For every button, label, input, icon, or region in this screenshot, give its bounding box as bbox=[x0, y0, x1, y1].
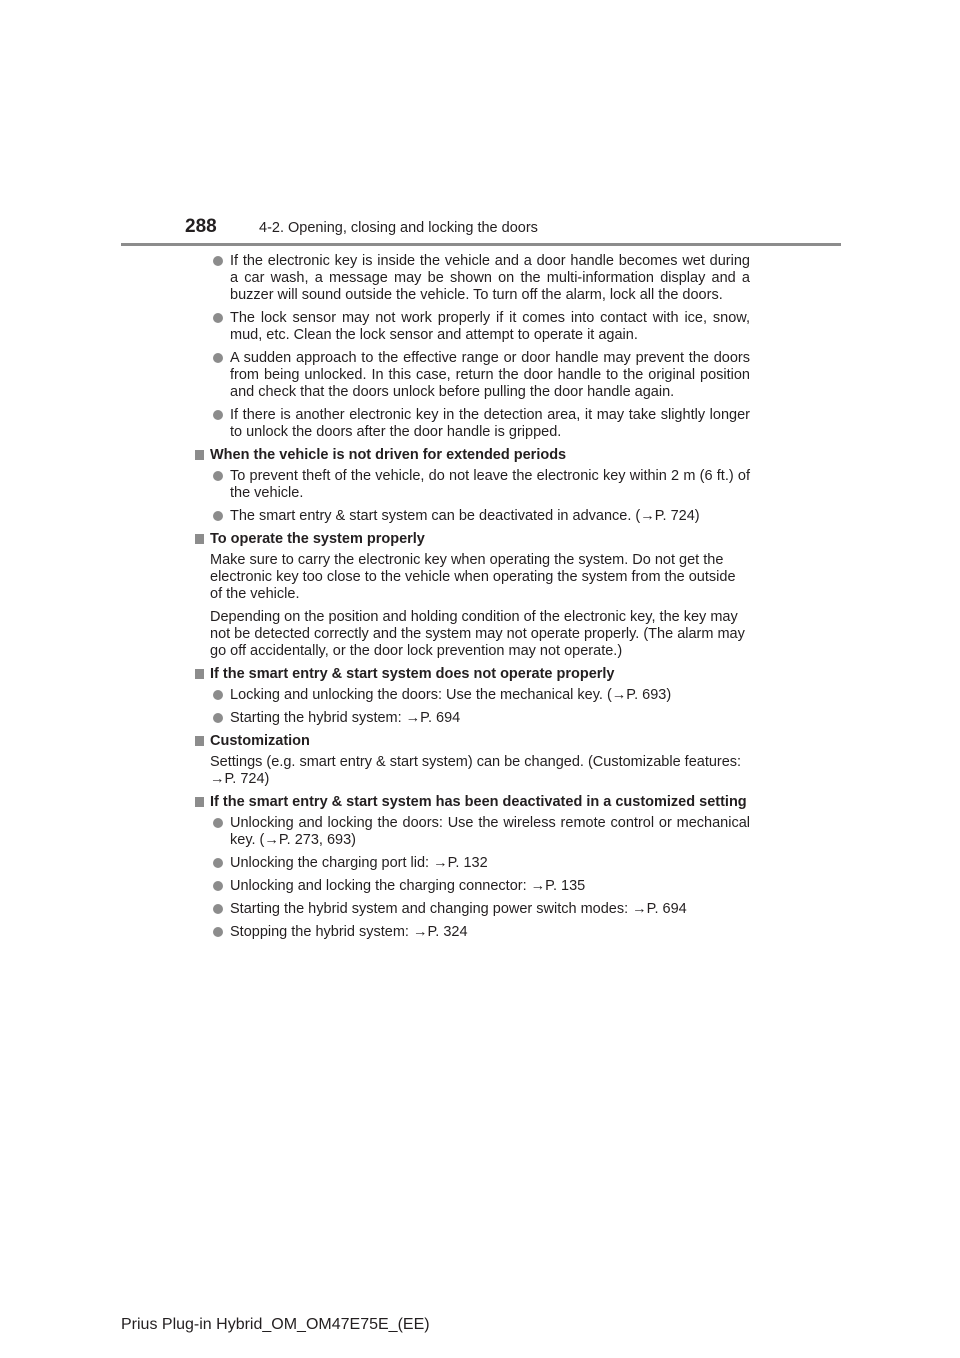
list-item bbox=[210, 901, 750, 918]
page-number: 288 bbox=[185, 216, 217, 237]
list-item bbox=[210, 710, 750, 727]
list-item-text: Unlocking and locking the doors: Use the wireless remote control or mechanical key. (→P. 273, 693) bbox=[230, 815, 750, 848]
list-item-text: The lock sensor may not work properly if it comes into contact with ice, snow, mud, etc. Clean the lock sensor and attempt to operate it again. bbox=[230, 310, 750, 343]
heading-text: When the vehicle is not driven for extended periods bbox=[210, 447, 567, 463]
page-content bbox=[210, 253, 750, 947]
bullet-dot-icon bbox=[213, 313, 223, 323]
section-title: 4-2. Opening, closing and locking the doors bbox=[259, 220, 538, 236]
list-item bbox=[210, 924, 750, 941]
subsection-heading bbox=[195, 447, 750, 464]
bullet-dot-icon bbox=[213, 471, 223, 481]
list-item-text: Unlocking and locking the charging connector: →P. 135 bbox=[230, 878, 586, 894]
list-item bbox=[210, 508, 750, 525]
list-item-text: Locking and unlocking the doors: Use the mechanical key. (→P. 693) bbox=[230, 687, 672, 703]
bullet-dot-icon bbox=[213, 713, 223, 723]
paragraph: Settings (e.g. smart entry & start system) can be changed. (Customizable features: →P. 724) bbox=[210, 754, 742, 787]
list-item bbox=[210, 310, 750, 344]
bullet-dot-icon bbox=[213, 690, 223, 700]
list-item bbox=[210, 878, 750, 895]
subsection-heading bbox=[195, 733, 750, 750]
heading-square-icon bbox=[195, 669, 204, 679]
list-item-text: To prevent theft of the vehicle, do not leave the electronic key within 2 m (6 ft.) of the vehicle. bbox=[230, 468, 750, 501]
heading-square-icon bbox=[195, 736, 204, 746]
header-rule bbox=[121, 243, 841, 246]
list-item-text: Stopping the hybrid system: →P. 324 bbox=[230, 924, 468, 940]
heading-square-icon bbox=[195, 534, 204, 544]
subsection-heading bbox=[195, 531, 750, 548]
bullet-dot-icon bbox=[213, 904, 223, 914]
list-item bbox=[210, 350, 750, 401]
list-item bbox=[210, 687, 750, 704]
list-item-text: Unlocking the charging port lid: →P. 132 bbox=[230, 855, 488, 871]
list-item-text: Starting the hybrid system: →P. 694 bbox=[230, 710, 461, 726]
bullet-dot-icon bbox=[213, 881, 223, 891]
list-item-text: A sudden approach to the effective range or door handle may prevent the doors from being unlocked. In this case, return the door handle to the original position and check that the doors unlock before pulling the door handle again. bbox=[230, 350, 750, 400]
heading-text: If the smart entry & start system does not operate properly bbox=[210, 666, 615, 682]
list-item-text: If there is another electronic key in the detection area, it may take slightly longer to unlock the doors after the door handle is gripped. bbox=[230, 407, 750, 440]
subsection-heading bbox=[195, 794, 750, 811]
bullet-dot-icon bbox=[213, 511, 223, 521]
list-item-text: If the electronic key is inside the vehicle and a door handle becomes wet during a car wash, a message may be shown on the multi-information display and a buzzer will sound outside the vehicle. To turn off the alarm, lock all the doors. bbox=[230, 253, 750, 303]
heading-square-icon bbox=[195, 450, 204, 460]
list-item bbox=[210, 253, 750, 304]
list-item bbox=[210, 468, 750, 502]
page-header bbox=[0, 0, 960, 250]
bullet-dot-icon bbox=[213, 353, 223, 363]
bullet-dot-icon bbox=[213, 927, 223, 937]
paragraph: Depending on the position and holding condition of the electronic key, the key may not be detected correctly and the system may not operate properly. (The alarm may go off accidentally, or the door lock prevention may not operate.) bbox=[210, 609, 745, 659]
subsection-heading bbox=[195, 666, 750, 683]
paragraph: Make sure to carry the electronic key when operating the system. Do not get the electronic key too close to the vehicle when operating the system from the outside of the vehicle. bbox=[210, 552, 736, 602]
list-item bbox=[210, 855, 750, 872]
list-item bbox=[210, 815, 750, 849]
bullet-dot-icon bbox=[213, 818, 223, 828]
list-item bbox=[210, 407, 750, 441]
heading-square-icon bbox=[195, 797, 204, 807]
list-item-text: The smart entry & start system can be deactivated in advance. (→P. 724) bbox=[230, 508, 700, 524]
page-footer: Prius Plug-in Hybrid_OM_OM47E75E_(EE) bbox=[121, 1316, 430, 1333]
heading-text: Customization bbox=[210, 733, 310, 749]
bullet-dot-icon bbox=[213, 410, 223, 420]
heading-text: If the smart entry & start system has been deactivated in a customized setting bbox=[210, 794, 747, 810]
bullet-dot-icon bbox=[213, 256, 223, 266]
heading-text: To operate the system properly bbox=[210, 531, 425, 547]
bullet-dot-icon bbox=[213, 858, 223, 868]
list-item-text: Starting the hybrid system and changing power switch modes: →P. 694 bbox=[230, 901, 687, 917]
